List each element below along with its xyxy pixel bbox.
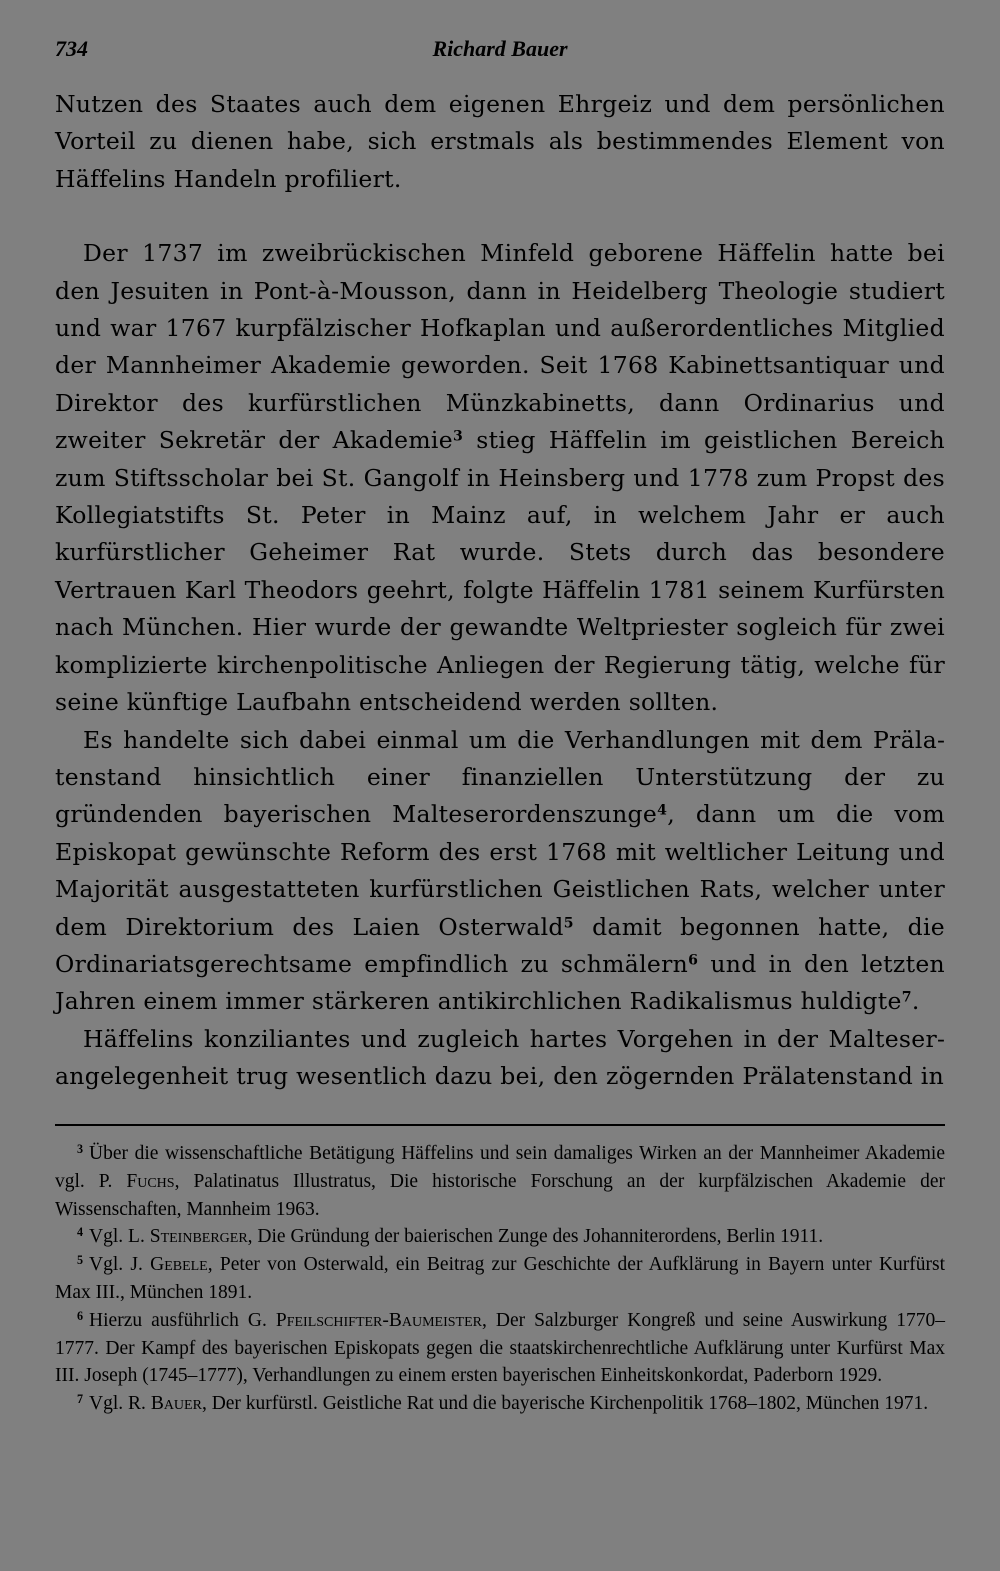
running-head: Richard Bauer [432,36,568,61]
footnote-3 [55,1140,945,1223]
footnote-author: Bauer [150,1393,202,1415]
footnote-4 [55,1223,945,1251]
paragraph-2-text-a: Der 1737 im zweibrückischen Minfeld geborene Häffelin hatte bei den Jesuiten in Pont-à-Mousson, dann in Heidelberg Theologie studiert und war 1767 kurpfälzischer Hofkaplan und außerordentliches Mitglied der Mannheimer Akademie geworden. Seit 1768 Kabinettsantiquar und Direktor des kurfürstlichen Münzkabinetts, dann Ordinarius und zweiter Sekretär der Akademie [55,239,945,455]
footnote-text: , Der Salzburger Kongreß und seine Auswirkung 1770–1777. Der Kampf des bayerischen Episkopats gegen die staatskirchenrechtliche Aufklärung unter Kurfürst Max III. Joseph (1745–1777), Verhandlungen zu einem ersten bayerischen Einheitskonkordat, Paderborn 1929. [55,1309,946,1387]
footnote-number: 6 [77,1308,84,1323]
paragraph-1: Nutzen des Staates auch dem eigenen Ehrgeiz und dem persönlichen Vorteil zu dienen habe, sich erstmals als bestimmendes Element von Häffelins Handeln profiliert. [55,90,945,193]
footnote-author: Pfeilschifter-Baumeister [275,1309,482,1331]
paragraph-3-text-b: , dann um die vom Episkopat gewünschte Reform des erst 1768 mit weltlicher Leitung und Majorität ausgestatteten kurfürstlichen Geistlichen Rats, welcher unter dem Direktorium des Laien Osterwald [55,800,945,941]
footnote-ref-4: 4 [657,802,668,819]
footnote-number: 3 [77,1141,84,1156]
paragraph-3-text-a: Es handelte sich dabei einmal um die Verhandlungen mit dem Prälatenstand hinsichtlich einer finanziellen Unterstützung der zu gründenden bayerischen Malteserordenszunge [55,725,945,829]
page-number: 734 [55,36,88,61]
footnotes [55,1140,945,1418]
footnote-text: Vgl. R. [89,1393,151,1415]
paragraph-2 [55,235,945,721]
footnote-text: , Palatinatus Illustratus, Die historische Forschung an der kurpfälzischen Akademie der Wissenschaften, Mannheim 1963. [55,1170,945,1220]
footnote-text: Hierzu ausführlich G. [89,1309,276,1331]
paragraph-3-text-c: damit begonnen hatte, die Ordinariatsgerechtsame empfindlich zu schmälern [55,912,945,978]
footnote-ref-3: 3 [452,428,464,445]
footnote-ref-7: 7 [901,989,912,1006]
footnote-6 [55,1307,945,1390]
footnote-text: Über die wissenschaftliche Betätigung Häffelins und sein damaliges Wirken an der Mannheimer Akademie vgl. P. [55,1143,945,1192]
footnote-number: 4 [77,1225,84,1240]
paragraph-3-text-d: und in den letzten Jahren einem immer stärkeren antikirchlichen Radikalismus huldigte [55,949,945,1016]
footnote-5 [55,1251,945,1307]
footnote-author: Fuchs [126,1170,175,1192]
footnote-7 [55,1390,945,1418]
paragraph-3 [55,722,945,1021]
footnote-ref-5: 5 [563,914,574,931]
page-header [55,36,945,64]
footnote-text: Vgl. J. [89,1254,151,1276]
footnote-text: , Die Gründung der baierischen Zunge des Johanniterordens, Berlin 1911. [247,1226,824,1248]
footnote-ref-6: 6 [688,952,699,969]
paragraph-2-text-b: stieg Häffelin im geistlichen Bereich zum Stiftsscholar bei St. Gangolf in Heinsberg und 1778 zum Propst des Kollegiatstifts St. Peter in Mainz auf, in welchem Jahr er auch kurfürstlicher Geheimer Rat wurde. Stets durch das besondere Vertrauen Karl Theodors geehrt, folgte Häffelin 1781 seinem Kurfürsten nach München. Hier wurde der gewandte Weltpriester sogleich für zwei komplizierte kirchenpolitische Anliegen der Regierung tätig, welche für seine künftige Laufbahn entscheidend werden sollten. [55,426,945,717]
footnote-author: Steinberger [149,1226,248,1248]
footnote-author: Gebele [150,1254,208,1276]
paragraph-3-text-e: . [911,987,920,1016]
footnote-text: , Der kurfürstl. Geistliche Rat und die bayerische Kirchenpolitik 1768–1802, München 1971. [201,1393,929,1415]
footnote-text: , Peter von Osterwald, ein Beitrag zur Geschichte der Aufklärung in Bayern unter Kurfürst Max III., München 1891. [55,1254,946,1303]
footnote-divider [55,1124,945,1126]
footnote-text: Vgl. L. [89,1226,150,1248]
paragraph-4: Häffelins konziliantes und zugleich hartes Vorgehen in der Malteserangelegenheit trug wesentlich dazu bei, den zögernden Prälatenstand in [55,1024,945,1091]
footnote-number: 5 [77,1253,84,1268]
main-text [55,86,945,1096]
footnote-number: 7 [77,1392,84,1407]
